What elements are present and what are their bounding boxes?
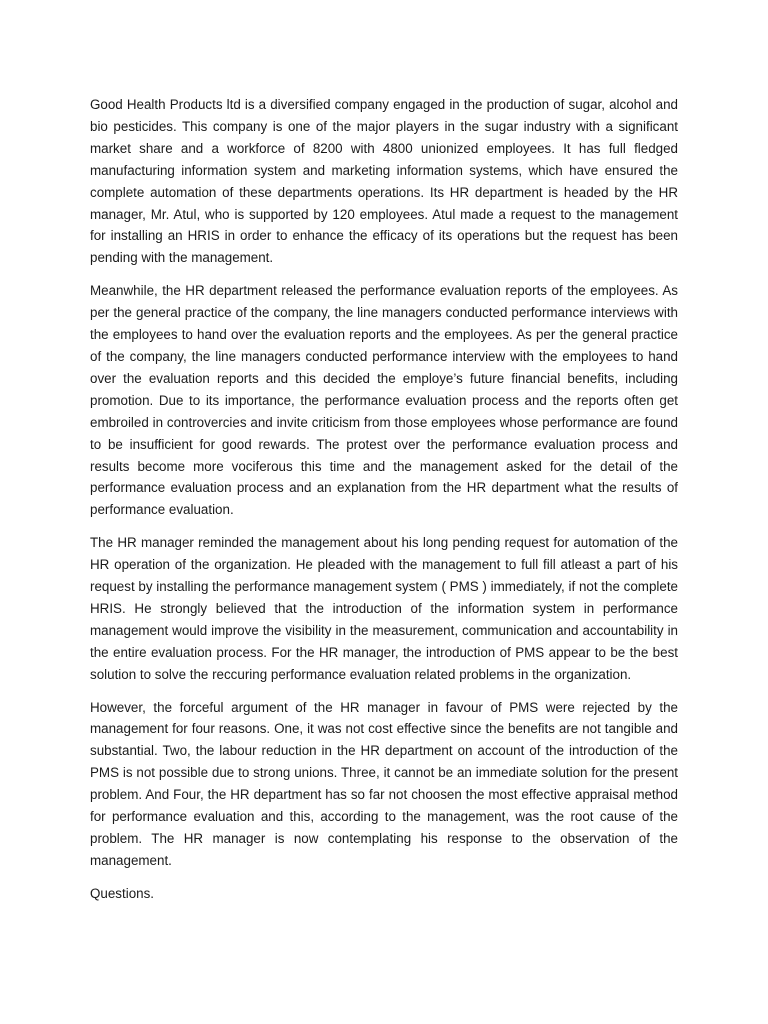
document-page — [90, 94, 678, 905]
paragraph-company-background: Good Health Products ltd is a diversified company engaged in the production of sugar, alcohol and bio pesticides. This company is one of the major players in the sugar industry with a significant market share and a workforce of 8200 with 4800 unionized employees. It has full fledged manufacturing information system and marketing information systems, which have ensured the complete automation of these departments operations. Its HR department is headed by the HR manager, Mr. Atul, who is supported by 120 employees. Atul made a request to the management for installing an HRIS in order to enhance the efficacy of its operations but the request has been pending with the management. — [90, 97, 678, 266]
questions-heading: Questions. — [90, 885, 155, 901]
paragraph-performance-evaluation: Meanwhile, the HR department released the performance evaluation reports of the employees. As per the general practice of the company, the line managers conducted performance interviews with the employees to hand over the evaluation reports and the employees. As per the general practice of the company, the line managers conducted performance interview with the employees to hand over the evaluation reports and this decided the employe’s future financial benefits, including promotion. Due to its importance, the performance evaluation process and the reports often get embroiled in controvercies and invite criticism from those employees whose performance are found to be insufficient for good rewards. The protest over the performance evaluation process and results become more vociferous this time and the management asked for the detail of the performance evaluation process and an explanation from the HR department what the results of performance evaluation. — [90, 283, 678, 518]
paragraph-management-rejection: However, the forceful argument of the HR manager in favour of PMS were rejected by the management for four reasons. One, it was not cost effective since the benefits are not tangible and substantial. Two, the labour reduction in the HR department on account of the introduction of the PMS is not possible due to strong unions. Three, it cannot be an immediate solution for the present problem. And Four, the HR department has so far not choosen the most effective appraisal method for performance evaluation and this, according to the management, was the root cause of the problem. The HR manager is now contemplating his response to the observation of the management. — [90, 699, 678, 868]
paragraph-hr-manager-request: The HR manager reminded the management about his long pending request for automation of the HR operation of the organization. He pleaded with the management to full fill atleast a part of his request by installing the performance management system ( PMS ) immediately, if not the complete HRIS. He strongly believed that the introduction of the information system in performance management would improve the visibility in the measurement, communication and accountability in the entire evaluation process. For the HR manager, the introduction of PMS appear to be the best solution to solve the reccuring performance evaluation related problems in the organization. — [90, 535, 678, 682]
